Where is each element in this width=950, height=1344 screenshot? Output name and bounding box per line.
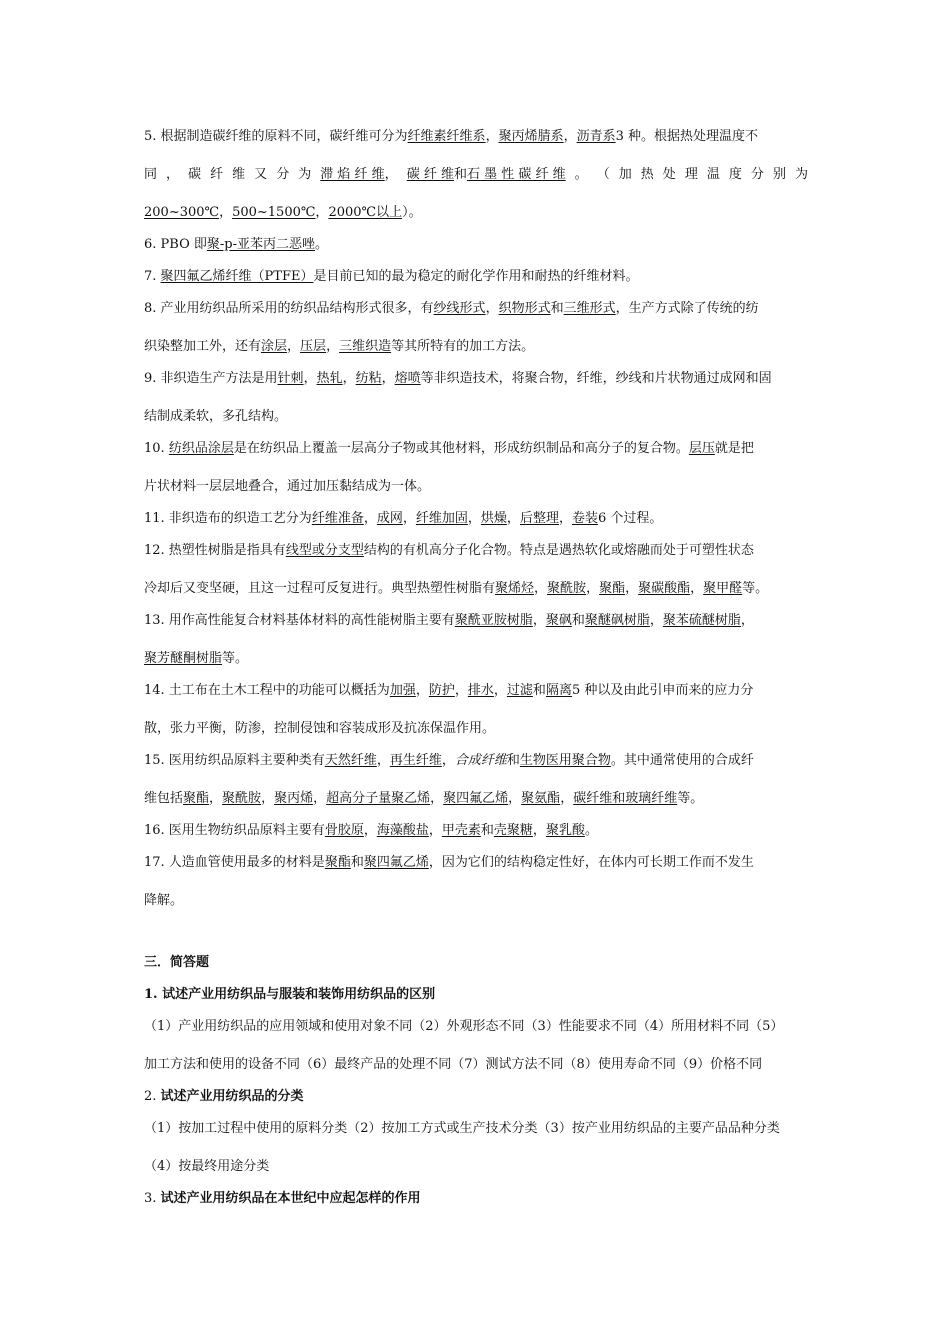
- answer-blank: 纤维素纤维系: [407, 129, 486, 144]
- answer-blank: 聚氨酯: [521, 791, 561, 806]
- answer-blank: 排水: [467, 683, 494, 698]
- answer-blank: 骨胶原: [324, 823, 364, 838]
- answer-blank: 碳 纤 维: [406, 167, 454, 182]
- q15-line2: 维包括聚酯，聚酰胺，聚丙烯，超高分子量聚乙烯，聚四氟乙烯，聚氨酯，碳纤维和玻璃纤维等。: [144, 791, 704, 806]
- q5-text: 5. 根据制造碳纤维的原料不同，碳纤维可分为: [144, 129, 408, 144]
- q5-line2: 同 ， 碳 纤 维 又 分 为 滞 焰 纤 维， 碳 纤 维和石 墨 性 碳 纤 维 。 （ 加 热 处 理 温 度 分 别 为: [144, 167, 808, 182]
- answer-blank: 卷装: [571, 511, 598, 526]
- q12-line1: 12. 热塑性树脂是指具有线型或分支型结构的有机高分子化合物。特点是遇热软化或熔融而处于可塑性状态: [144, 543, 754, 558]
- answer-blank: 聚酰胺: [547, 581, 587, 596]
- q17-line2: 降解。: [144, 893, 184, 908]
- short-answer-1-line1: （1）产业用纺织品的应用领域和使用对象不同（2）外观形态不同（3）性能要求不同（4）所用材料不同（5）: [144, 1019, 784, 1034]
- q8-line2: 织染整加工外，还有涂层，压层，三维织造等其所特有的加工方法。: [144, 339, 535, 354]
- answer-blank: 滞 焰 纤 维: [320, 167, 385, 182]
- answer-blank: 500~1500℃: [232, 205, 316, 220]
- answer-blank: 层压: [688, 441, 715, 456]
- q17-line1: 17. 人造血管使用最多的材料是聚酯和聚四氟乙烯，因为它们的结构稳定性好，在体内可长期工作而不发生: [144, 855, 754, 870]
- answer-blank: 聚烯烃: [495, 581, 535, 596]
- answer-blank: 后整理: [519, 511, 559, 526]
- short-answer-2-title: 2. 试述产业用纺织品的分类: [144, 1089, 304, 1104]
- answer-blank: 压层: [300, 339, 327, 354]
- answer-blank: 三维形式: [563, 301, 616, 316]
- short-answer-1-line2: 加工方法和使用的设备不同（6）最终产品的处理不同（7）测试方法不同（8）使用寿命不同（9）价格不同: [144, 1057, 763, 1072]
- answer-blank: 聚酯: [183, 791, 210, 806]
- answer-blank: 超高分子量聚乙烯: [326, 791, 431, 806]
- answer-blank: 纱线形式: [433, 301, 486, 316]
- answer-blank: 隔离: [545, 683, 572, 698]
- answer-blank: 熔喷: [394, 371, 421, 386]
- answer-blank: 聚砜: [545, 613, 572, 628]
- answer-blank: 壳聚糖: [493, 823, 533, 838]
- answer-blank: 聚酰亚胺树脂: [454, 613, 533, 628]
- q9-line1: 9. 非织造生产方法是用针刺，热轧，纺粘，熔喷等非织造技术，将聚合物，纤维，纱线和片状物通过成网和固: [144, 371, 772, 386]
- answer-blank: 成网: [376, 511, 403, 526]
- answer-blank: 碳纤维和玻璃纤维: [573, 791, 678, 806]
- answer-blank: 热轧: [316, 371, 343, 386]
- section-title: 三．简答题: [144, 955, 210, 970]
- answer-blank: 聚碳酸酯: [638, 581, 691, 596]
- short-answer-2-line1: （1）按加工过程中使用的原料分类（2）按加工方式或生产技术分类（3）按产业用纺织品的主要产品品种分类: [144, 1121, 780, 1136]
- q16: 16. 医用生物纺织品原料主要有骨胶原，海藻酸盐，甲壳素和壳聚糖，聚乳酸。: [144, 823, 598, 838]
- q10-line2: 片状材料一层层地叠合，通过加压黏结成为一体。: [144, 479, 431, 494]
- q11: 11. 非织造布的织造工艺分为纤维准备，成网，纤维加固，烘燥，后整理，卷装6 个过程。: [144, 511, 663, 526]
- answer-blank: 聚甲醛: [703, 581, 743, 596]
- answer-blank: 聚丙烯腈系: [498, 129, 564, 144]
- answer-blank: 烘燥: [480, 511, 507, 526]
- answer-blank: 聚-p-亚苯丙二恶唑: [206, 237, 315, 252]
- document-page: [144, 118, 808, 1208]
- answer-blank: 聚酯: [599, 581, 626, 596]
- q12-line2: 冷却后又变坚硬，且这一过程可反复进行。典型热塑性树脂有聚烯烃，聚酰胺，聚酯，聚碳酸酯，聚甲醛等。: [144, 581, 769, 596]
- q13-line1: 13. 用作高性能复合材料基体材料的高性能树脂主要有聚酰亚胺树脂，聚砜和聚醚砜树脂，聚苯硫醚树脂，: [144, 613, 754, 628]
- q9-line2: 结制成柔软，多孔结构。: [144, 409, 288, 424]
- answer-blank: 再生纤维: [389, 753, 442, 768]
- short-answer-3-title: 3. 试述产业用纺织品在本世纪中应起怎样的作用: [144, 1191, 421, 1206]
- answer-blank: 涂层: [261, 339, 288, 354]
- q7: 7. 聚四氟乙烯纤维（PTFE）是目前已知的最为稳定的耐化学作用和耐热的纤维材料。: [144, 269, 639, 284]
- answer-blank: 聚四氟乙烯纤维（PTFE）: [160, 269, 314, 284]
- answer-blank: 线型或分支型: [285, 543, 364, 558]
- answer-blank: 纤维加固: [415, 511, 468, 526]
- answer-blank: 生物医用聚合物: [519, 753, 611, 768]
- answer-blank: 聚芳醚酮树脂: [144, 651, 223, 666]
- answer-blank: 聚酰胺: [222, 791, 262, 806]
- answer-blank: 聚醚砜树脂: [584, 613, 650, 628]
- q14-line1: 14. 土工布在土木工程中的功能可以概括为加强，防护，排水，过滤和隔离5 种以及由此引申而来的应力分: [144, 683, 754, 698]
- answer-blank: 纺粘: [355, 371, 382, 386]
- answer-blank: 海藻酸盐: [376, 823, 429, 838]
- answer-blank: 纤维准备: [311, 511, 364, 526]
- q13-line2: 聚芳醚酮树脂等。: [144, 651, 249, 666]
- q14-line2: 散，张力平衡，防渗，控制侵蚀和容装成形及抗冻保温作用。: [144, 721, 496, 736]
- answer-blank: 加强: [389, 683, 416, 698]
- answer-blank: 三维织造: [339, 339, 392, 354]
- answer-blank: 防护: [428, 683, 455, 698]
- answer-blank: 针刺: [277, 371, 304, 386]
- answer-blank: 聚四氟乙烯: [443, 791, 509, 806]
- q6: 6. PBO 即聚-p-亚苯丙二恶唑。: [144, 237, 328, 252]
- answer-blank: 聚酯: [324, 855, 351, 870]
- answer-blank: 200~300℃: [144, 205, 220, 220]
- answer-blank: 沥青系: [576, 129, 616, 144]
- answer-blank: 石 墨 性 碳 纤 维: [466, 167, 566, 182]
- q8-line1: 8. 产业用纺织品所采用的纺织品结构形式很多，有纱线形式，织物形式和三维形式，生产方式除了传统的纺: [144, 301, 759, 316]
- answer-blank: 聚乳酸: [545, 823, 585, 838]
- short-answer-1-title: 1. 试述产业用纺织品与服装和装饰用纺织品的区别: [144, 987, 436, 1002]
- short-answer-2-line2: （4）按最终用途分类: [144, 1159, 270, 1174]
- q5-line3: 200~300℃，500~1500℃，2000℃以上）。: [144, 205, 422, 220]
- q15-line1: 15. 医用纺织品原料主要种类有天然纤维，再生纤维，合成纤维和生物医用聚合物。其中通常使用的合成纤: [144, 753, 754, 768]
- answer-blank: 2000℃以上: [328, 205, 403, 220]
- q5-line1: 5. 根据制造碳纤维的原料不同，碳纤维可分为纤维素纤维系，聚丙烯腈系，沥青系3 种。根据热处理温度不: [144, 129, 759, 144]
- answer-blank: 聚苯硫醚树脂: [662, 613, 741, 628]
- answer-blank: 聚四氟乙烯: [363, 855, 429, 870]
- answer-blank: 纺织品涂层: [168, 441, 234, 456]
- answer-blank: 甲壳素: [441, 823, 481, 838]
- answer-blank: 织物形式: [498, 301, 551, 316]
- answer-blank: 聚丙烯: [274, 791, 314, 806]
- answer-blank: 天然纤维: [324, 753, 377, 768]
- answer-blank: 过滤: [506, 683, 533, 698]
- q10-line1: 10. 纺织品涂层是在纺织品上覆盖一层高分子物或其他材料，形成纺织制品和高分子的复合物。层压就是把: [144, 441, 754, 456]
